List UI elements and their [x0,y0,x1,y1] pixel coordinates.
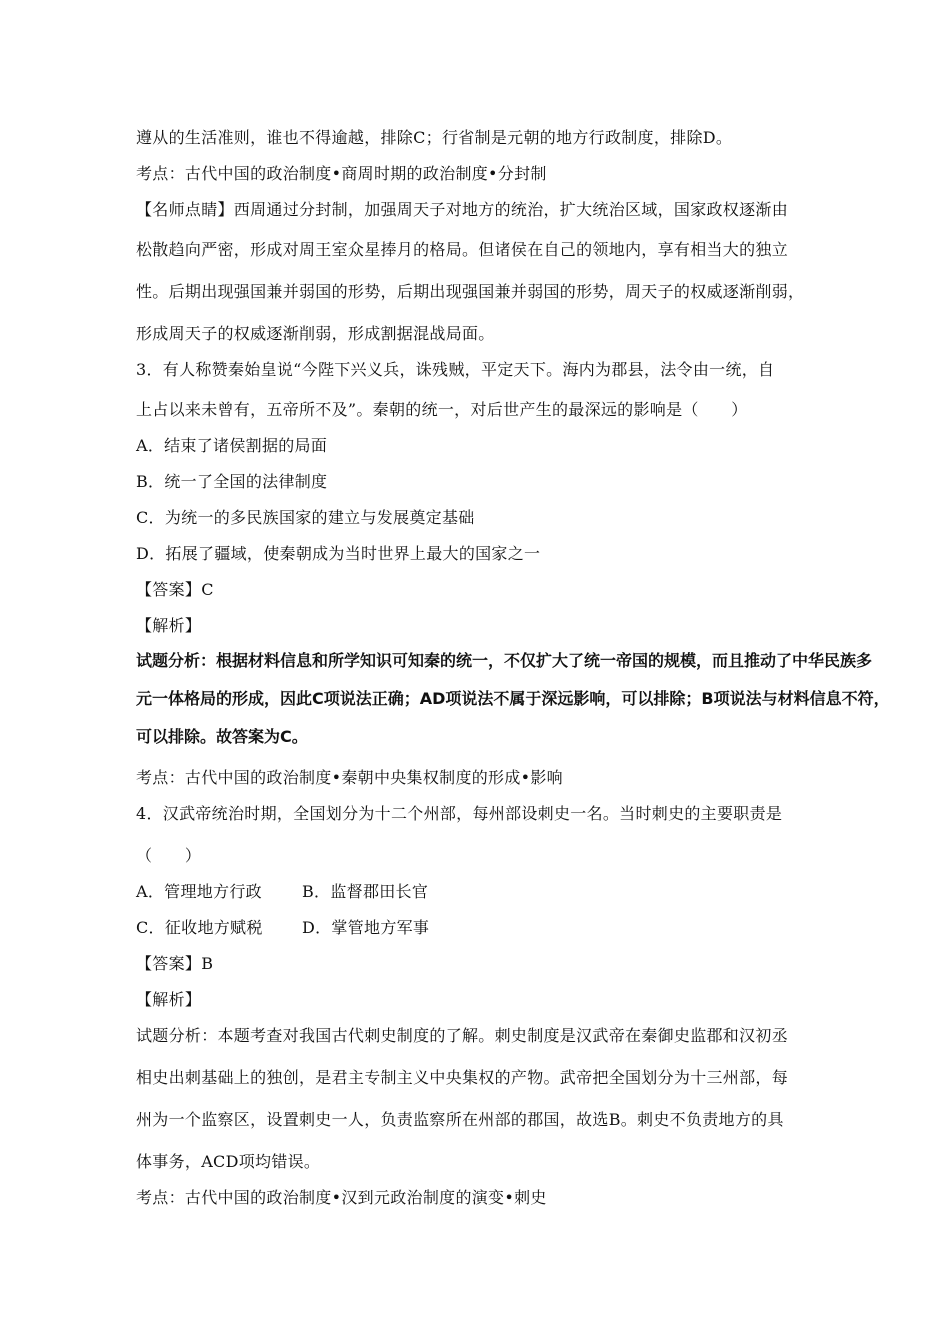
q3-option-c: C．为统一的多民族国家的建立与发展奠定基础 [136,508,475,527]
q4-analysis-line: 州为一个监察区，设置刺史一人，负责监察所在州部的郡国，故选B。刺史不负责地方的具 [136,1110,784,1129]
q3-stem-line: 上占以来未曾有，五帝所不及”。秦朝的统一，对后世产生的最深远的影响是（ ） [136,400,748,419]
q4-stem-line: 4．汉武帝统治时期，全国划分为十二个州部，每州部设刺史一名。当时刺史的主要职责是 [136,804,783,823]
q3-option-b: B．统一了全国的法律制度 [136,472,328,491]
q4-option-b: B．监督郡田长官 [302,882,429,901]
q4-option-d: D．掌管地方军事 [302,918,430,937]
q4-analysis-line: 体事务，ACD项均错误。 [136,1152,321,1171]
q3-kaodian: 考点：古代中国的政治制度•秦朝中央集权制度的形成•影响 [136,768,563,787]
q2-analysis-end: 遵从的生活准则，谁也不得逾越，排除C；行省制是元朝的地方行政制度，排除D。 [136,128,733,147]
q4-analysis-label: 【解析】 [136,990,202,1009]
q3-analysis-line: 试题分析：根据材料信息和所学知识可知秦的统一，不仅扩大了统一帝国的规模，而且推动了中华民族多 [136,651,873,670]
q3-analysis-line: 可以排除。故答案为C。 [136,727,308,746]
q4-option-c: C．征收地方赋税 [136,918,263,937]
q4-option-a: A．管理地方行政 [136,882,262,901]
q4-options-row [136,918,430,938]
q3-option-d: D．拓展了疆域，使秦朝成为当时世界上最大的国家之一 [136,544,541,563]
q2-dianjing-line: 【名师点睛】西周通过分封制，加强周天子对地方的统治，扩大统治区域，国家政权逐渐由 [136,200,789,219]
q4-kaodian: 考点：古代中国的政治制度•汉到元政治制度的演变•刺史 [136,1188,547,1207]
q3-option-a: A．结束了诸侯割据的局面 [136,436,328,455]
q4-stem-line: （ ） [136,846,202,865]
q4-answer: 【答案】B [136,954,214,973]
q3-analysis-line: 元一体格局的形成，因此C项说法正确；AD项说法不属于深远影响，可以排除；B项说法与材料信息不符， [136,689,890,708]
q4-analysis-line: 试题分析：本题考查对我国古代刺史制度的了解。刺史制度是汉武帝在秦御史监郡和汉初丞 [136,1026,789,1045]
q4-analysis-line: 相史出刺基础上的独创，是君主专制主义中央集权的产物。武帝把全国划分为十三州部，每 [136,1068,789,1087]
q3-analysis-label: 【解析】 [136,616,202,635]
q2-dianjing-line: 性。后期出现强国兼并弱国的形势，后期出现强国兼并弱国的形势，周天子的权威逐渐削弱， [136,282,805,301]
q2-dianjing-line: 形成周天子的权威逐渐削弱，形成割据混战局面。 [136,324,495,343]
q3-answer: 【答案】C [136,580,214,599]
q2-dianjing-line: 松散趋向严密，形成对周王室众星捧月的格局。但诸侯在自己的领地内，享有相当大的独立 [136,240,789,259]
q3-stem-line: 3．有人称赞秦始皇说“今陛下兴义兵，诛残贼，平定天下。海内为郡县，法令由一统，自 [136,360,775,379]
q2-kaodian: 考点：古代中国的政治制度•商周时期的政治制度•分封制 [136,164,547,183]
q4-options-row [136,882,429,902]
